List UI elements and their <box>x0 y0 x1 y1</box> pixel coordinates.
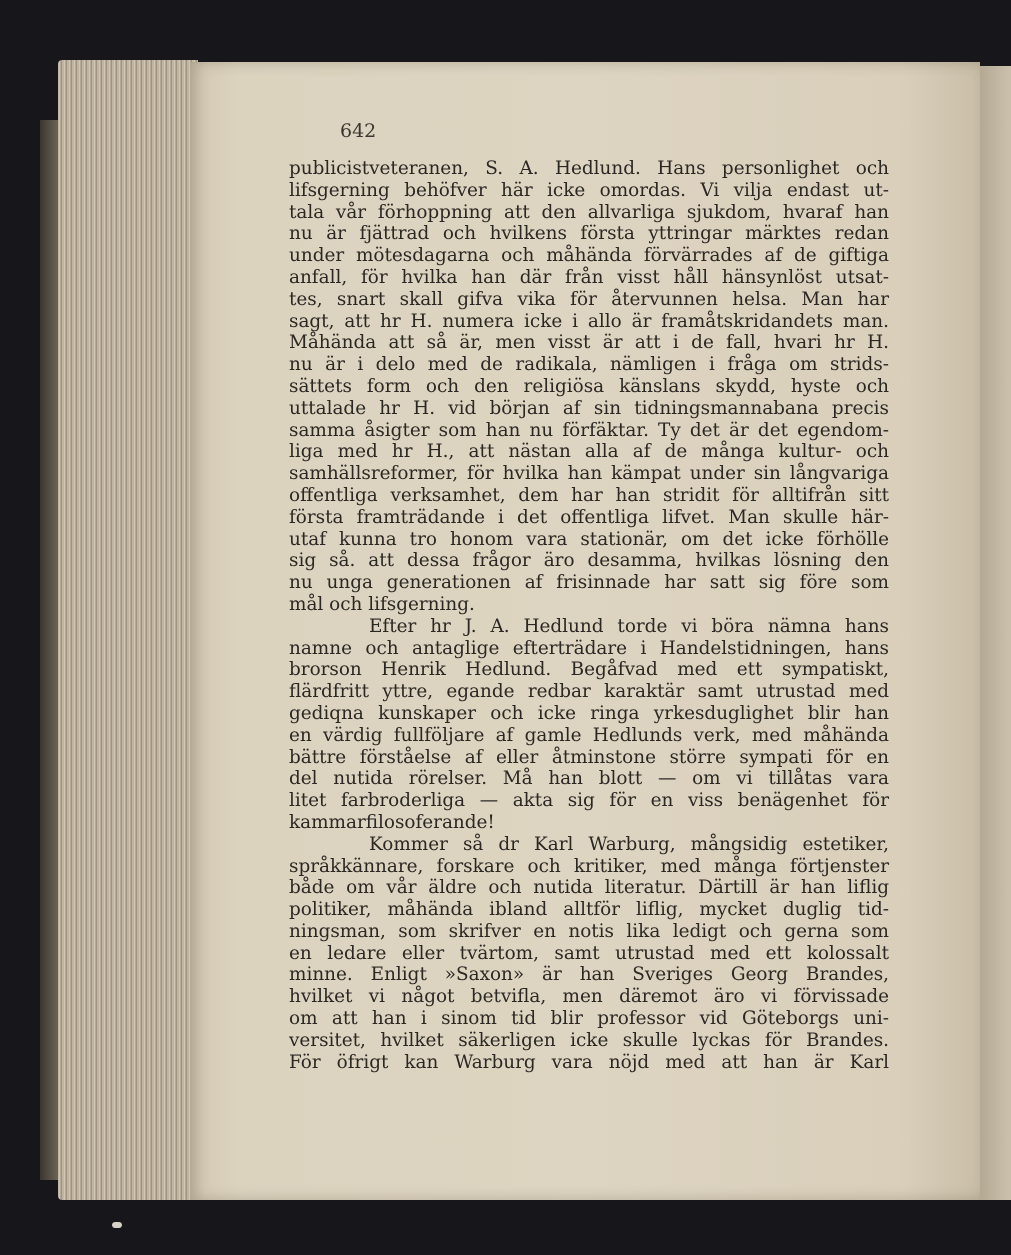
scan-artifact <box>112 1222 122 1228</box>
text-line: mål och lifsgerning. <box>289 593 475 615</box>
text-line: Kommer så dr Karl Warburg, mångsidig estetiker, <box>369 833 889 855</box>
page-edges <box>58 60 198 1200</box>
text-line: kammarfilosoferande! <box>289 811 495 833</box>
text-line: minne. Enligt »Saxon» är han Sveriges Georg Brandes, <box>289 964 889 986</box>
text-line: en ledare eller tvärtom, samt utrustad med ett kolossalt <box>289 942 889 964</box>
text-line: nu unga generationen af frisinnade har satt sig före som <box>289 572 889 594</box>
text-line: en värdig fullföljare af gamle Hedlunds verk, med måhända <box>289 724 889 746</box>
text-line: gediqna kunskaper och icke ringa yrkesduglighet blir han <box>289 702 889 724</box>
text-line: publicistveteranen, S. A. Hedlund. Hans personlighet och <box>289 158 889 179</box>
text-line: tala vår förhoppning att den allvarliga sjukdom, hvaraf han <box>289 201 889 223</box>
text-line: anfall, för hvilka han där från visst håll hänsynlöst utsat- <box>289 266 889 288</box>
text-line: nu är i delo med de radikala, nämligen i fråga om strids- <box>289 354 889 376</box>
text-line: Efter hr J. A. Hedlund torde vi böra nämna hans <box>369 615 889 637</box>
text-line: liga med hr H., att nästan alla af de många kultur- och <box>289 441 889 463</box>
text-line: offentliga verksamhet, dem har han stridit för alltifrån sitt <box>289 484 889 506</box>
page-number: 642 <box>340 120 377 142</box>
text-line: tes, snart skall gifva vika för återvunnen helsa. Man har <box>289 288 889 310</box>
text-line: under mötesdagarna och måhända förvärrades af de giftiga <box>289 245 889 267</box>
text-line: bättre förståelse af eller åtminstone större sympati för en <box>289 746 889 768</box>
text-line: första framträdande i det offentliga lifvet. Man skulle här- <box>289 506 889 528</box>
text-line: litet farbroderliga — akta sig för en viss benägenhet för <box>289 790 889 812</box>
text-line: samma åsigter som han nu förfäktar. Ty det är det egendom- <box>289 419 889 441</box>
text-line: utaf kunna tro honom vara stationär, om det icke förhölle <box>289 528 889 550</box>
body-text <box>289 158 889 1073</box>
text-line: versitet, hvilket säkerligen icke skulle lyckas för Brandes. <box>289 1029 889 1051</box>
text-line: både om vår äldre och nutida literatur. Därtill är han liflig <box>289 877 889 899</box>
text-line: sig så. att dessa frågor äro desamma, hvilkas lösning den <box>289 550 889 572</box>
text-line: politiker, måhända ibland alltför liflig, mycket duglig tid- <box>289 899 889 921</box>
text-line: namne och antaglige efterträdare i Handelstidningen, hans <box>289 637 889 659</box>
text-line: hvilket vi något betvifla, men däremot äro vi förvissade <box>289 986 889 1008</box>
text-line: samhällsreformer, för hvilka han kämpat under sin långvariga <box>289 463 889 485</box>
text-line: uttalade hr H. vid början af sin tidningsmannabana precis <box>289 397 889 419</box>
text-line: flärdfritt yttre, egande redbar karaktär samt utrustad med <box>289 681 889 703</box>
text-line: Måhända att så är, men visst är att i de fall, hvari hr H. <box>289 332 889 354</box>
text-line: För öfrigt kan Warburg vara nöjd med att han är Karl <box>289 1051 889 1073</box>
text-line: ningsman, som skrifver en notis lika ledigt och gerna som <box>289 920 889 942</box>
text-line: brorson Henrik Hedlund. Begåfvad med ett sympatiskt, <box>289 659 889 681</box>
text-line: sagt, att hr H. numera icke i allo är framåtskridandets man. <box>289 310 889 332</box>
text-line: språkkännare, forskare och kritiker, med många förtjenster <box>289 855 889 877</box>
text-line: om att han i sinom tid blir professor vid Göteborgs uni- <box>289 1008 889 1030</box>
text-line: del nutida rörelser. Må han blott — om vi tillåtas vara <box>289 768 889 790</box>
text-line: lifsgerning behöfver här icke omordas. Vi vilja endast ut- <box>289 179 889 201</box>
text-line: sättets form och den religiösa känslans skydd, hyste och <box>289 375 889 397</box>
text-line: nu är fjättrad och hvilkens första yttringar märktes redan <box>289 223 889 245</box>
